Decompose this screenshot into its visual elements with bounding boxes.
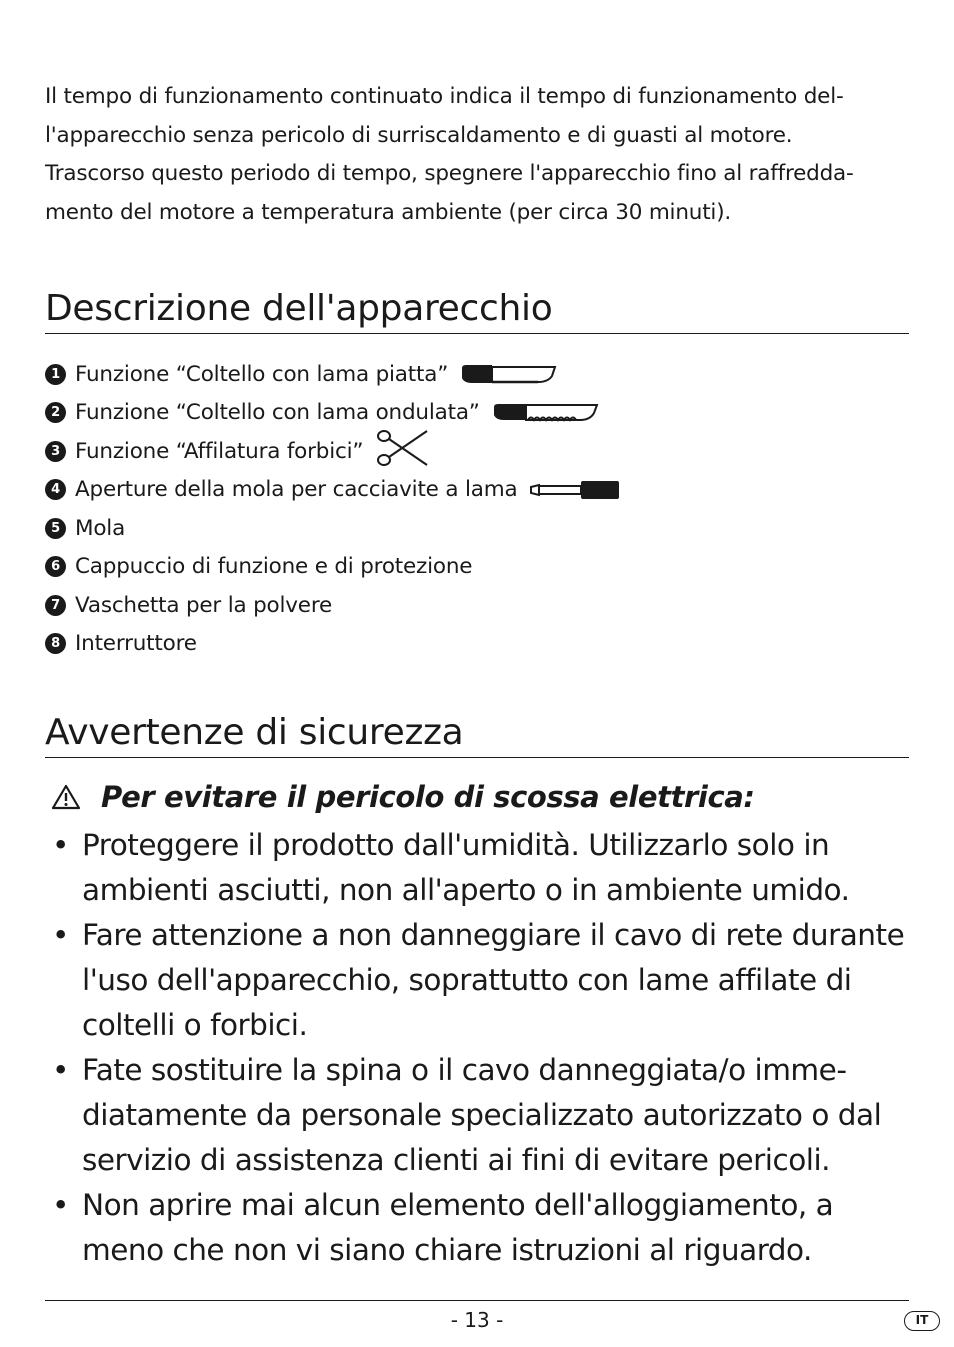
bullet-line: • Fate sostituire la spina o il cavo danneggiata/o imme- (82, 1053, 847, 1087)
list-item (45, 823, 915, 913)
item-label: Cappuccio di funzione e di protezione (75, 554, 473, 580)
bullet-line: ambienti asciutti, non all'aperto o in ambiente umido. (82, 873, 850, 907)
intro-line: l'apparecchio senza pericolo di surriscaldamento e di guasti al motore. (45, 122, 793, 148)
bullet-line: coltelli o forbici. (82, 1008, 308, 1042)
intro-paragraph (45, 78, 915, 232)
screwdriver-icon (529, 478, 621, 502)
item-number: 6 (45, 556, 66, 577)
item-number: 3 (45, 441, 66, 462)
warning-heading-text: Per evitare il pericolo di scossa elettrica: (101, 780, 755, 814)
bullet-line: diatamente da personale specializzato autorizzato o dal (82, 1098, 882, 1132)
item-label: Funzione “Coltello con lama ondulata” (75, 400, 480, 426)
bullet-line: meno che non vi siano chiare istruzioni al riguardo. (82, 1233, 812, 1267)
item-number: 7 (45, 595, 66, 616)
bullet-line: l'uso dell'apparecchio, soprattutto con lame affilate di (82, 963, 852, 997)
list-item (45, 625, 621, 664)
list-item (45, 913, 915, 1048)
list-item (45, 586, 621, 625)
item-number: 4 (45, 479, 66, 500)
item-label: Mola (75, 515, 126, 541)
list-item (45, 509, 621, 548)
item-number: 1 (45, 364, 66, 385)
intro-line: Trascorso questo periodo di tempo, spegnere l'apparecchio fino al raffredda- (45, 161, 854, 186)
item-number: 5 (45, 518, 66, 539)
warning-triangle-icon (51, 784, 81, 810)
item-number: 2 (45, 402, 66, 423)
serrated-knife-icon (492, 401, 600, 425)
flat-knife-icon (460, 362, 558, 386)
item-label: Funzione “Coltello con lama piatta” (75, 361, 449, 387)
bullet-line: • Proteggere il prodotto dall'umidità. Utilizzarlo solo in (82, 828, 830, 862)
bullet-line: • Fare attenzione a non danneggiare il cavo di rete durante (82, 918, 905, 952)
scissors-icon (375, 427, 431, 469)
section-title-description: Descrizione dell'apparecchio (45, 288, 909, 334)
item-number: 8 (45, 633, 66, 654)
bullet-line: • Non aprire mai alcun elemento dell'alloggiamento, a (82, 1188, 834, 1222)
bullet-line: servizio di assistenza clienti ai fini di evitare pericoli. (82, 1143, 831, 1177)
list-item (45, 1048, 915, 1183)
safety-bullets (45, 823, 915, 1273)
list-item (45, 432, 621, 471)
list-item (45, 1183, 915, 1273)
page-number: - 13 - (450, 1308, 504, 1332)
intro-line: mento del motore a temperatura ambiente (per circa 30 minuti). (45, 199, 732, 225)
list-item (45, 471, 621, 510)
item-label: Aperture della mola per cacciavite a lama (75, 477, 518, 503)
list-item (45, 548, 621, 587)
section-title-safety: Avvertenze di sicurezza (45, 712, 909, 758)
language-badge: IT (904, 1311, 940, 1331)
list-item (45, 355, 621, 394)
warning-heading (45, 780, 755, 814)
intro-line: Il tempo di funzionamento continuato indica il tempo di funzionamento del- (45, 84, 844, 109)
parts-list (45, 355, 621, 663)
footer-divider (45, 1300, 909, 1301)
item-label: Funzione “Affilatura forbici” (75, 438, 364, 464)
list-item (45, 394, 621, 433)
item-label: Vaschetta per la polvere (75, 592, 333, 618)
item-label: Interruttore (75, 631, 197, 657)
